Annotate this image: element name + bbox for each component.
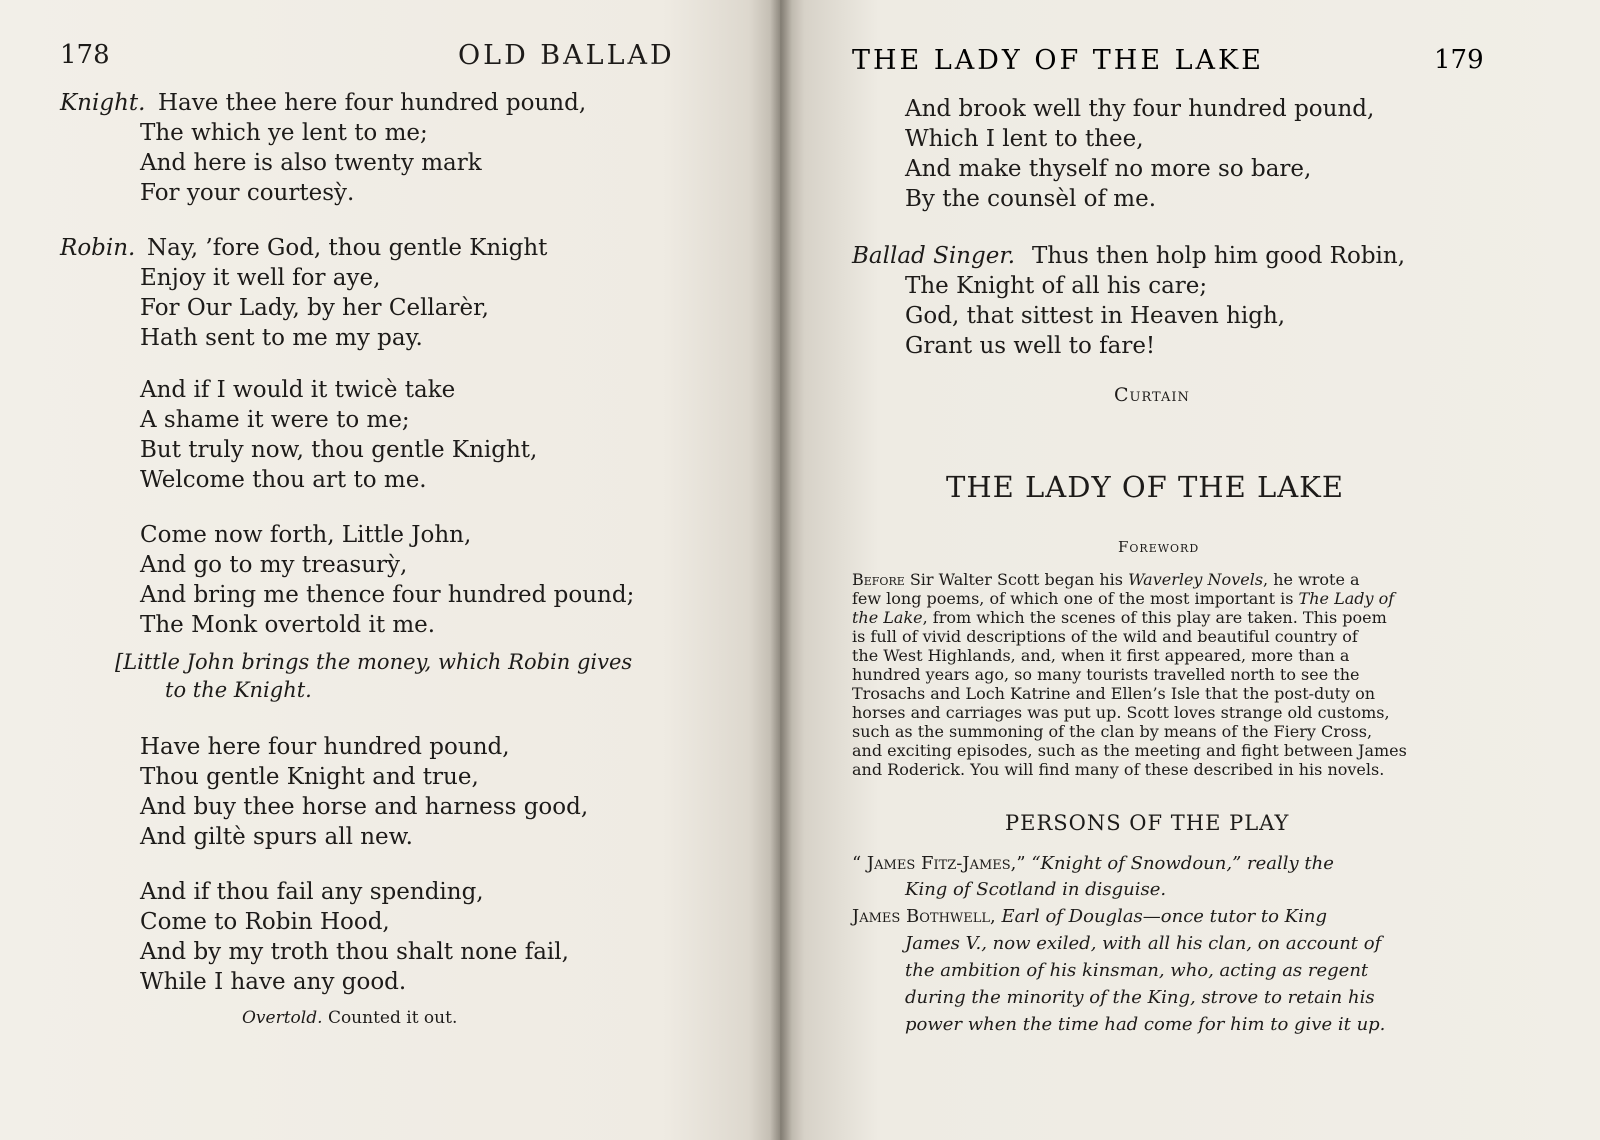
foreword-lead-word: Before xyxy=(852,570,905,589)
running-head-left: OLD BALLAD xyxy=(458,40,675,71)
verse-line: And buy thee horse and harness good, xyxy=(140,794,589,820)
person-name: James Bothwell, xyxy=(852,906,996,927)
verse-line: Hath sent to me my pay. xyxy=(140,325,423,351)
verse-line: And make thyself no more so bare, xyxy=(905,156,1312,182)
running-head-right: THE LADY OF THE LAKE xyxy=(852,45,1264,76)
verse-line: Thou gentle Knight and true, xyxy=(140,764,479,790)
foreword-heading: Foreword xyxy=(1118,538,1200,556)
footnote xyxy=(242,1008,457,1028)
person-entry xyxy=(852,853,1334,874)
person-entry xyxy=(852,906,1327,927)
verse-line: Have here four hundred pound, xyxy=(140,734,510,760)
foreword-italic: The Lady of xyxy=(1298,589,1395,608)
foreword-line xyxy=(852,589,1394,608)
foreword-text: , from which the scenes of this play are taken. This poem xyxy=(922,608,1387,627)
foreword-line: the West Highlands, and, when it first appeared, more than a xyxy=(852,646,1350,665)
stage-direction: [Little John brings the money, which Robin gives xyxy=(115,650,633,674)
page-number-right: 179 xyxy=(1434,45,1484,75)
person-desc: James V., now exiled, with all his clan, on account of xyxy=(905,933,1382,954)
verse-line: And brook well thy four hundred pound, xyxy=(905,96,1375,122)
verse-line: Which I lent to thee, xyxy=(905,126,1144,152)
verse-line: By the counsèl of me. xyxy=(905,186,1157,212)
foreword-text: Sir Walter Scott began his xyxy=(904,570,1129,589)
verse-line: Welcome thou art to me. xyxy=(140,467,427,493)
verse-line: Come to Robin Hood, xyxy=(140,909,390,935)
book-gutter xyxy=(770,0,792,1140)
verse-line: And giltè spurs all new. xyxy=(140,824,413,850)
foreword-line: and Roderick. You will find many of these described in his novels. xyxy=(852,760,1385,779)
verse-line: And if I would it twicè take xyxy=(140,377,456,403)
verse-line: Thus then holp him good Robin, xyxy=(1032,243,1406,269)
foreword-text: , he wrote a xyxy=(1263,570,1360,589)
person-desc: power when the time had come for him to give it up. xyxy=(905,1014,1386,1035)
foreword-italic: Waverley Novels xyxy=(1128,570,1264,589)
verse-line: Come now forth, Little John, xyxy=(140,522,472,548)
verse-line: And here is also twenty mark xyxy=(140,150,482,176)
verse-line: Have thee here four hundred pound, xyxy=(158,90,587,116)
foreword-line xyxy=(852,608,1387,627)
verse-line: For Our Lady, by her Cellarèr, xyxy=(140,295,489,321)
verse-line: And go to my treasurỳ, xyxy=(140,552,408,578)
verse-line: And if thou fail any spending, xyxy=(140,879,484,905)
verse-line: A shame it were to me; xyxy=(140,407,410,433)
verse-line: The Knight of all his care; xyxy=(905,273,1208,299)
foreword-line: horses and carriages was put up. Scott loves strange old customs, xyxy=(852,703,1390,722)
play-title: THE LADY OF THE LAKE xyxy=(946,470,1345,504)
verse-line: While I have any good. xyxy=(140,969,407,995)
person-desc: King of Scotland in disguise. xyxy=(905,879,1167,900)
verse-line: And by my troth thou shalt none fail, xyxy=(140,939,569,965)
curtain-label: Curtain xyxy=(1114,384,1190,406)
verse-line: But truly now, thou gentle Knight, xyxy=(140,437,538,463)
footnote-gloss: Counted it out. xyxy=(327,1008,458,1028)
foreword-line: and exciting episodes, such as the meeting and fight between James xyxy=(852,741,1407,760)
person-desc: “Knight of Snowdoun,” really the xyxy=(1031,853,1334,874)
foreword-line: Trosachs and Loch Katrine and Ellen’s Isle that the post-duty on xyxy=(852,684,1376,703)
footnote-term: Overtold. xyxy=(242,1008,323,1028)
left-page xyxy=(0,0,780,1140)
person-desc: during the minority of the King, strove to retain his xyxy=(905,987,1375,1008)
speaker-robin: Robin. xyxy=(60,235,136,261)
foreword-italic: the Lake xyxy=(852,608,923,627)
persons-heading: PERSONS OF THE PLAY xyxy=(1005,811,1290,835)
verse-line: Nay, ’fore God, thou gentle Knight xyxy=(147,235,548,261)
verse-line: And bring me thence four hundred pound; xyxy=(140,582,635,608)
stage-direction: to the Knight. xyxy=(165,678,312,702)
foreword-line xyxy=(852,570,1360,589)
verse-line: The Monk overtold it me. xyxy=(140,612,436,638)
foreword-line: hundred years ago, so many tourists travelled north to see the xyxy=(852,665,1360,684)
verse-line: The which ye lent to me; xyxy=(140,120,428,146)
verse-line: For your courtesỳ. xyxy=(140,180,355,206)
verse-line: Grant us well to fare! xyxy=(905,333,1156,359)
speaker-ballad-singer: Ballad Singer. xyxy=(852,243,1016,269)
person-desc: Earl of Douglas—once tutor to King xyxy=(1001,906,1328,927)
verse-line: Enjoy it well for aye, xyxy=(140,265,381,291)
speaker-knight: Knight. xyxy=(60,90,146,116)
foreword-text: few long poems, of which one of the most important is xyxy=(852,589,1299,608)
foreword-line: is full of vivid descriptions of the wild and beautiful country of xyxy=(852,627,1358,646)
person-desc: the ambition of his kinsman, who, acting as regent xyxy=(905,960,1369,981)
page-number-left: 178 xyxy=(60,40,110,70)
verse-line: God, that sittest in Heaven high, xyxy=(905,303,1286,329)
person-name: “ James Fitz-James,” xyxy=(852,853,1026,874)
foreword-line: such as the summoning of the clan by means of the Fiery Cross, xyxy=(852,722,1373,741)
